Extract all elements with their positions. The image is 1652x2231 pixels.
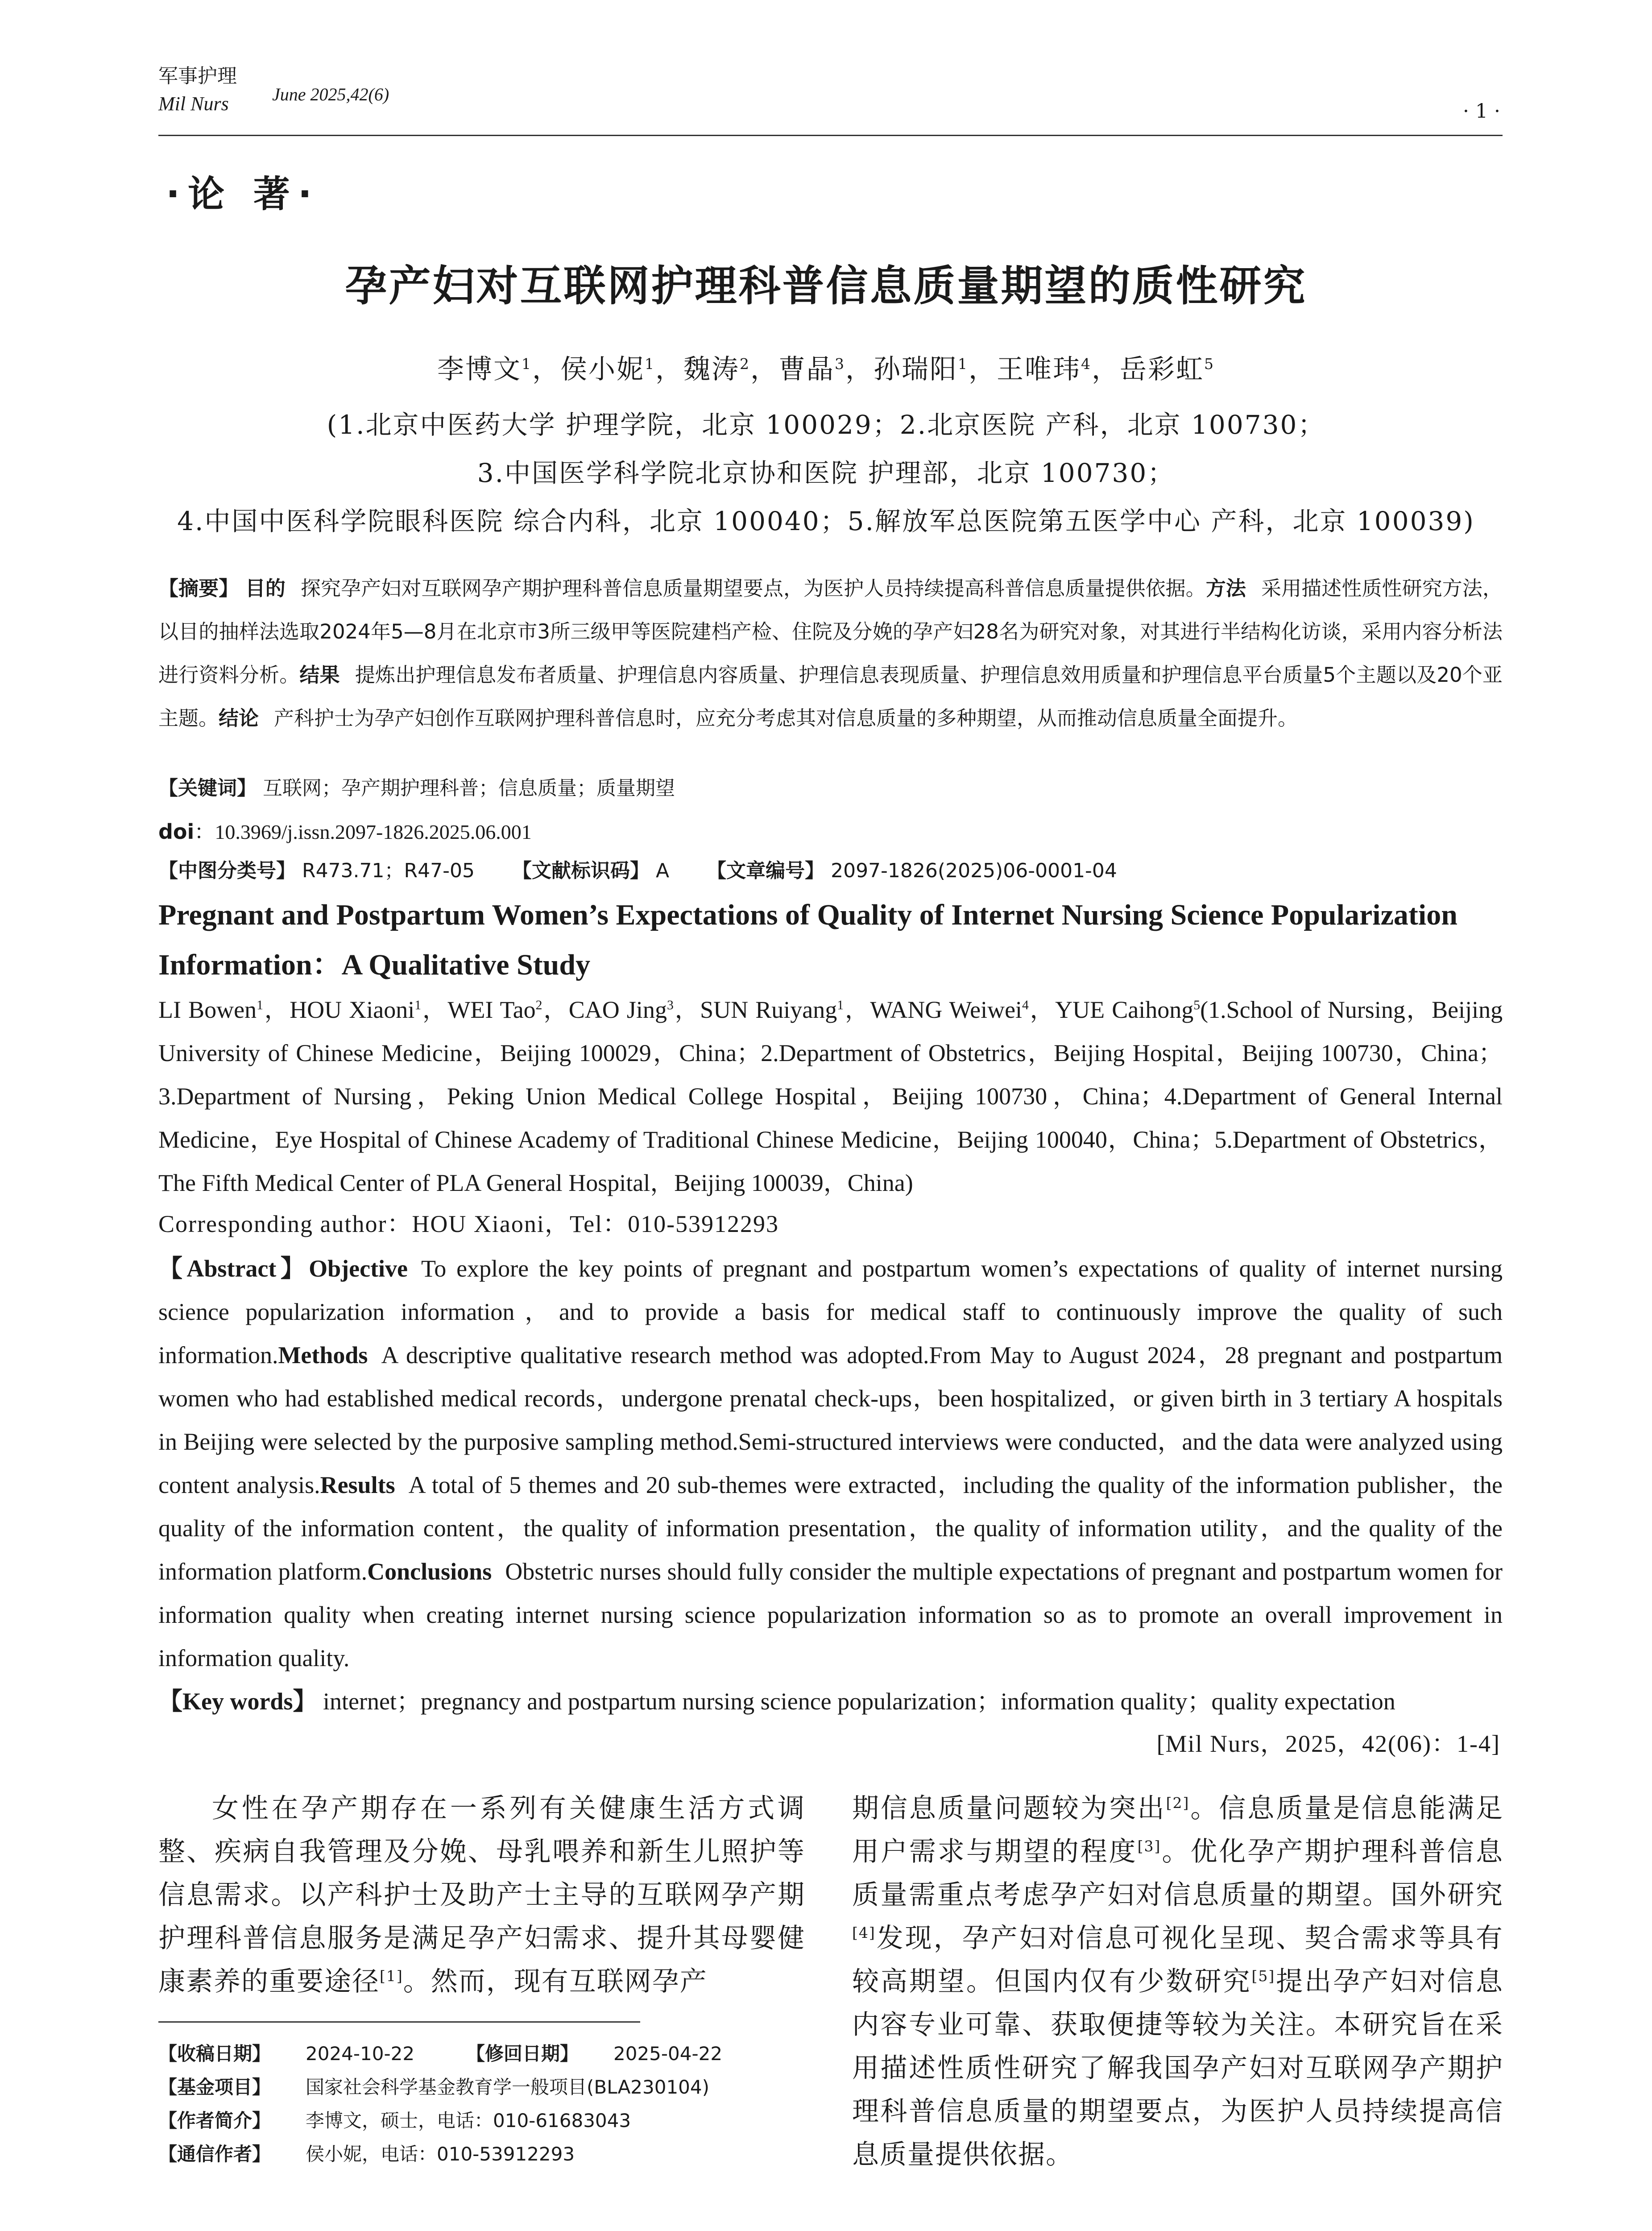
author-name: WANG Weiwei: [870, 996, 1023, 1023]
methods-label-en: Methods: [278, 1342, 368, 1368]
author-affiliation-marker: 1: [414, 998, 422, 1012]
fund-value: 国家社会科学基金教育学一般项目(BLA230104): [306, 2076, 710, 2098]
doi-label: doi: [158, 820, 195, 844]
author-affiliation-marker: 1: [837, 998, 844, 1012]
keywords-en: [158, 1682, 1395, 1717]
keywords-cn-label: 【关键词】: [158, 777, 257, 800]
author-name: 曹晶: [778, 354, 835, 385]
footnote-rule: [158, 2021, 640, 2023]
abstract-cn: [158, 567, 1503, 740]
authors-cn: 李博文$^1$，侯小妮$^1$，魏涛$^2$，曹晶$^3$，孙瑞阳$^1$，王唯玮$^4$，岳彩虹$^5$: [437, 354, 1215, 385]
methods-cn: 采用描述性质性研究方法，以目的抽样法选取2024年5—8月在北京市3所三级甲等医院建档产检、住院及分娩的孕产妇28名为研究对象，对其进行半结构化访谈，采用内容分析法进行资料分析。: [158, 576, 1503, 687]
received-label: 【收稿日期】: [158, 2043, 271, 2065]
corresponding-label: 【通信作者】: [158, 2143, 271, 2165]
author-name: CAO Jing: [568, 996, 667, 1023]
journal-name: [158, 62, 237, 118]
conclusion-label-en: Conclusions: [367, 1558, 492, 1585]
author-name: HOU Xiaoni: [290, 996, 415, 1023]
revised-date: 2025-04-22: [613, 2043, 723, 2065]
abstract-cn-label: 【摘要】: [158, 576, 239, 600]
corresponding-author: Corresponding author：HOU Xiaoni，Tel：010-53912293: [158, 1211, 779, 1237]
footnote-dates: [158, 2039, 722, 2066]
author-name: YUE Caihong: [1055, 996, 1194, 1023]
reference-3[interactable]: [3]: [1137, 1837, 1161, 1855]
received-date: 2024-10-22: [306, 2043, 415, 2065]
author-affiliation-marker: 1: [522, 355, 532, 373]
author-name: LI Bowen: [158, 996, 257, 1023]
footnote-corresponding: [158, 2140, 575, 2166]
article-number-value: 2097-1826(2025)06-0001-04: [831, 859, 1117, 882]
results-label-en: Results: [320, 1472, 395, 1498]
author-affiliation-marker: 1: [257, 998, 263, 1012]
fund-label: 【基金项目】: [158, 2076, 271, 2098]
keywords-en-label: 【Key words】: [158, 1688, 317, 1715]
conclusion-label-cn: 结论: [219, 706, 259, 730]
paper-title-cn: 孕产妇对互联网护理科普信息质量期望的质性研究: [345, 262, 1307, 311]
results-label-cn: 结果: [299, 663, 340, 687]
section-tag: ·论 著·: [166, 173, 320, 216]
keywords-cn: [158, 772, 675, 800]
author-name: 孙瑞阳: [874, 354, 958, 385]
body-column-right: [852, 1787, 1503, 2177]
author-affiliation-marker: 4: [1081, 355, 1092, 373]
reference-4[interactable]: [4]: [852, 1924, 876, 1941]
author-name: 岳彩虹: [1120, 354, 1204, 385]
citation: [Mil Nurs，2025，42(06)：1-4]: [1156, 1730, 1500, 1757]
footnote-fund: [158, 2073, 709, 2099]
methods-en: A descriptive qualitative research method was adopted.From May to August 2024，28 pregnant and postpartum women who had established medical records，undergone prenatal check-ups，been hospitalized，or given birth in 3 tertiary A hospitals in Beijing were selected by the purposive sampling method.Semi-structured interviews were conducted，and the data were analyzed using content analysis.: [158, 1342, 1503, 1498]
affiliation-line-3: 4.中国中医科学院眼科医院 综合内科，北京 100040；5.解放军总医院第五医学中心 产科，北京 100039): [177, 506, 1475, 536]
reference-5[interactable]: [5]: [1251, 1967, 1275, 1985]
author-name: 侯小妮: [560, 354, 645, 385]
affiliations-en: (1.School of Nursing，Beijing University of Chinese Medicine，Beijing 100029，China；2.Department of Obstetrics，Beijing Hospital，Beijing 100730，China；3.Department of Nursing，Peking Union Medical College Hospital，Beijing 100730，China；4.Department of General Internal Medicine，Eye Hospital of Chinese Academy of Traditional Chinese Medicine，Beijing 100040，China；5.Department of Obstetrics，The Fifth Medical Center of PLA General Hospital，Beijing 100039，China): [158, 996, 1503, 1196]
author-affiliation-marker: 1: [645, 355, 655, 373]
conclusion-en: Obstetric nurses should fully consider the multiple expectations of pregnant and postpartum women for information quality when creating internet nursing science popularization information so as to promote an overall improvement in information quality.: [158, 1558, 1503, 1671]
results-cn: 提炼出护理信息发布者质量、护理信息内容质量、护理信息表现质量、护理信息效用质量和护理信息平台质量5个主题以及20个亚主题。: [158, 663, 1503, 730]
body-text-1: 期信息质量问题较为突出: [852, 1793, 1166, 1824]
authors-en-names: LI Bowen$^1$，HOU Xiaoni$^1$，WEI Tao$^2$，CAO Jing$^3$，SUN Ruiyang$^1$，WANG Weiwei$^4$，YUE Caihong$^5$: [158, 996, 1201, 1023]
author-affiliation-marker: 5: [1193, 998, 1201, 1012]
journal-name-cn: 军事护理: [158, 65, 237, 87]
body-text-3: 。优化孕产期护理科普信息质量需重点考虑孕产妇对信息质量的期望。国外研究: [852, 1836, 1504, 1911]
methods-label-cn: 方法: [1205, 576, 1246, 600]
author-affiliation-marker: 2: [535, 998, 542, 1012]
objective-label-en: Objective: [309, 1255, 408, 1282]
corresponding-value: 侯小妮，电话：010-53912293: [306, 2143, 575, 2165]
journal-name-en: Mil Nurs: [158, 93, 229, 115]
author-affiliation-marker: 3: [835, 355, 845, 373]
reference-2[interactable]: [2]: [1166, 1794, 1190, 1812]
clc-label: 【中图分类号】: [158, 859, 296, 882]
affiliation-line-2: 3.中国医学科学院北京协和医院 护理部，北京 100730；: [477, 458, 1175, 488]
keywords-cn-text: 互联网；孕产期护理科普；信息质量；质量期望: [263, 777, 675, 800]
results-en: A total of 5 themes and 20 sub-themes were extracted，including the quality of the information publisher，the quality of the information content，the quality of information presentation，the quality of information utility，and the quality of the information platform.: [158, 1472, 1503, 1585]
paper-title-en: Pregnant and Postpartum Women’s Expectations of Quality of Internet Nursing Science Popularization Information：A Qualitative Study: [158, 899, 1457, 981]
author-name: 王唯玮: [997, 354, 1081, 385]
classification-row: [158, 854, 1117, 883]
objective-en: To explore the key points of pregnant and postpartum women’s expectations of quality of internet nursing science popularization information，and to provide a basis for medical staff to continuously improve the quality of such information.: [158, 1255, 1503, 1368]
author-info-value: 李博文，硕士，电话：010-61683043: [306, 2110, 631, 2131]
doc-code-value: A: [655, 859, 670, 882]
doi: [158, 816, 532, 845]
author-affiliation-marker: 3: [667, 998, 674, 1012]
body-paragraph-1-end: 。然而，现有互联网孕产: [403, 1966, 708, 1997]
conclusion-cn: 产科护士为孕产妇创作互联网护理科普信息时，应充分考虑其对信息质量的多种期望，从而推动信息质量全面提升。: [274, 706, 1298, 730]
doi-value: ：10.3969/j.issn.2097-1826.2025.06.001: [194, 821, 532, 843]
abstract-en-label: 【Abstract】: [158, 1255, 309, 1282]
reference-1[interactable]: [1]: [380, 1967, 403, 1985]
author-name: WEI Tao: [447, 996, 536, 1023]
author-affiliation-marker: 5: [1204, 355, 1215, 373]
body-text-4: 发现，孕产妇对信息可视化呈现、契合需求等具有较高期望。但国内仅有少数研究: [852, 1923, 1503, 1997]
objective-cn: 探究孕产妇对互联网孕产期护理科普信息质量期望要点，为医护人员持续提高科普信息质量提供依据。: [300, 576, 1206, 600]
author-name: SUN Ruiyang: [700, 996, 837, 1023]
body-column-left: [158, 1787, 805, 2003]
header-rule: [158, 135, 1503, 136]
author-affiliation-marker: 1: [958, 355, 969, 373]
authors-en: [158, 988, 1503, 1205]
author-name: 李博文: [437, 354, 522, 385]
author-name: 魏涛: [683, 354, 740, 385]
page-number: · 1 ·: [1463, 100, 1500, 123]
footnote-author: [158, 2106, 631, 2133]
affiliation-line-1: (1.北京中医药大学 护理学院，北京 100029；2.北京医院 产科，北京 100730；: [327, 410, 1325, 440]
body-text-5: 提出孕产妇对信息内容专业可靠、获取便捷等较为关注。本研究旨在采用描述性质性研究了解我国孕产妇对互联网孕产期护理科普信息质量的期望要点，为医护人员持续提高信息质量提供依据。: [852, 1966, 1504, 2170]
objective-label-cn: 目的: [245, 576, 286, 600]
revised-label: 【修回日期】: [466, 2043, 579, 2065]
article-number-label: 【文章编号】: [707, 859, 825, 882]
keywords-en-text: internet；pregnancy and postpartum nursing science popularization；information quality；quality expectation: [323, 1688, 1395, 1715]
body-paragraph-1: 女性在孕产期存在一系列有关健康生活方式调整、疾病自我管理及分娩、母乳喂养和新生儿照护等信息需求。以产科护士及助产士主导的互联网孕产期护理科普信息服务是满足孕产妇需求、提升其母婴健康素养的重要途径: [158, 1793, 805, 1997]
clc-value: R473.71；R47-05: [302, 859, 475, 882]
doc-code-label: 【文献标识码】: [512, 859, 650, 882]
author-affiliation-marker: 4: [1022, 998, 1029, 1012]
author-info-label: 【作者简介】: [158, 2110, 271, 2131]
author-affiliation-marker: 2: [740, 355, 750, 373]
issue-info: June 2025,42(6): [272, 84, 389, 104]
body-text-2: 。信息质量是信息能满足用户需求与期望的程度: [852, 1793, 1503, 1867]
abstract-en: [158, 1247, 1503, 1680]
